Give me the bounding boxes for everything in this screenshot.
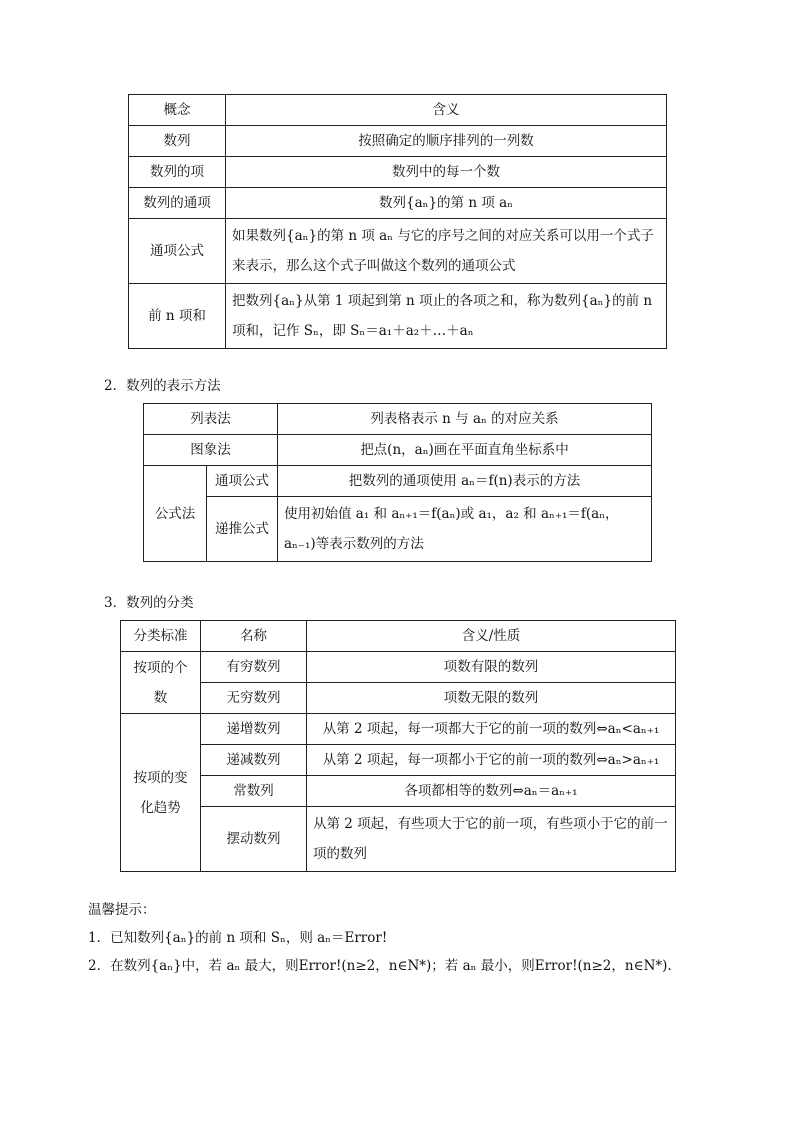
group-by-count: 按项的个数 [121, 652, 201, 714]
constant-name: 常数列 [201, 776, 307, 807]
infinite-desc: 项数无限的数列 [307, 683, 676, 714]
increasing-desc: 从第 2 项起，每一项都大于它的前一项的数列⇔aₙ<aₙ₊₁ [307, 714, 676, 745]
graph-method-desc: 把点(n，aₙ)画在平面直角坐标系中 [278, 435, 652, 466]
meaning-cell: 数列{aₙ}的第 n 项 aₙ [226, 188, 667, 219]
meaning-cell: 如果数列{aₙ}的第 n 项 aₙ 与它的序号之间的对应关系可以用一个式子来表示，那么这个式子叫做这个数列的通项公式 [226, 219, 667, 284]
header-criterion: 分类标准 [121, 621, 201, 652]
increasing-name: 递增数列 [201, 714, 307, 745]
decreasing-name: 递减数列 [201, 745, 307, 776]
decreasing-desc: 从第 2 项起，每一项都小于它的前一项的数列⇔aₙ>aₙ₊₁ [307, 745, 676, 776]
infinite-name: 无穷数列 [201, 683, 307, 714]
tip-1: 1．已知数列{aₙ}的前 n 项和 Sₙ，则 aₙ＝Error! [88, 930, 388, 946]
list-method-desc: 列表格表示 n 与 aₙ 的对应关系 [278, 404, 652, 435]
tip-2: 2．在数列{aₙ}中，若 aₙ 最大，则Error!(n≥2，n∈N*)；若 aₙ 最小，则Error!(n≥2，n∈N*). [88, 958, 672, 974]
meaning-cell: 数列中的每一个数 [226, 157, 667, 188]
term-cell: 数列 [129, 126, 226, 157]
list-method-label: 列表法 [144, 404, 278, 435]
term-cell: 通项公式 [129, 219, 226, 284]
header-concept: 概念 [129, 95, 226, 126]
general-formula-desc: 把数列的通项使用 aₙ＝f(n)表示的方法 [278, 466, 652, 497]
constant-desc: 各项都相等的数列⇔aₙ＝aₙ₊₁ [307, 776, 676, 807]
recursive-formula-desc: 使用初始值 a₁ 和 aₙ₊₁＝f(aₙ)或 a₁，a₂ 和 aₙ₊₁＝f(aₙ，aₙ₋₁)等表示数列的方法 [278, 497, 652, 562]
header-property: 含义/性质 [307, 621, 676, 652]
formula-method-label: 公式法 [144, 466, 207, 562]
finite-desc: 项数有限的数列 [307, 652, 676, 683]
meaning-cell: 把数列{aₙ}从第 1 项起到第 n 项止的各项之和，称为数列{aₙ}的前 n 项和，记作 Sₙ，即 Sₙ＝a₁＋a₂＋…＋aₙ [226, 284, 667, 349]
term-cell: 数列的通项 [129, 188, 226, 219]
concept-table [128, 94, 667, 349]
term-cell: 数列的项 [129, 157, 226, 188]
group-by-trend: 按项的变化趋势 [121, 714, 201, 872]
representation-table [143, 403, 652, 562]
meaning-cell: 按照确定的顺序排列的一列数 [226, 126, 667, 157]
general-formula-label: 通项公式 [207, 466, 278, 497]
oscillating-name: 摆动数列 [201, 807, 307, 872]
section3-heading: 3．数列的分类 [104, 595, 194, 611]
oscillating-desc: 从第 2 项起，有些项大于它的前一项，有些项小于它的前一项的数列 [307, 807, 676, 872]
header-name: 名称 [201, 621, 307, 652]
header-meaning: 含义 [226, 95, 667, 126]
recursive-formula-label: 递推公式 [207, 497, 278, 562]
section2-heading: 2．数列的表示方法 [104, 378, 221, 394]
graph-method-label: 图象法 [144, 435, 278, 466]
finite-name: 有穷数列 [201, 652, 307, 683]
classification-table [120, 620, 676, 872]
term-cell: 前 n 项和 [129, 284, 226, 349]
tips-title: 温馨提示： [88, 902, 156, 918]
